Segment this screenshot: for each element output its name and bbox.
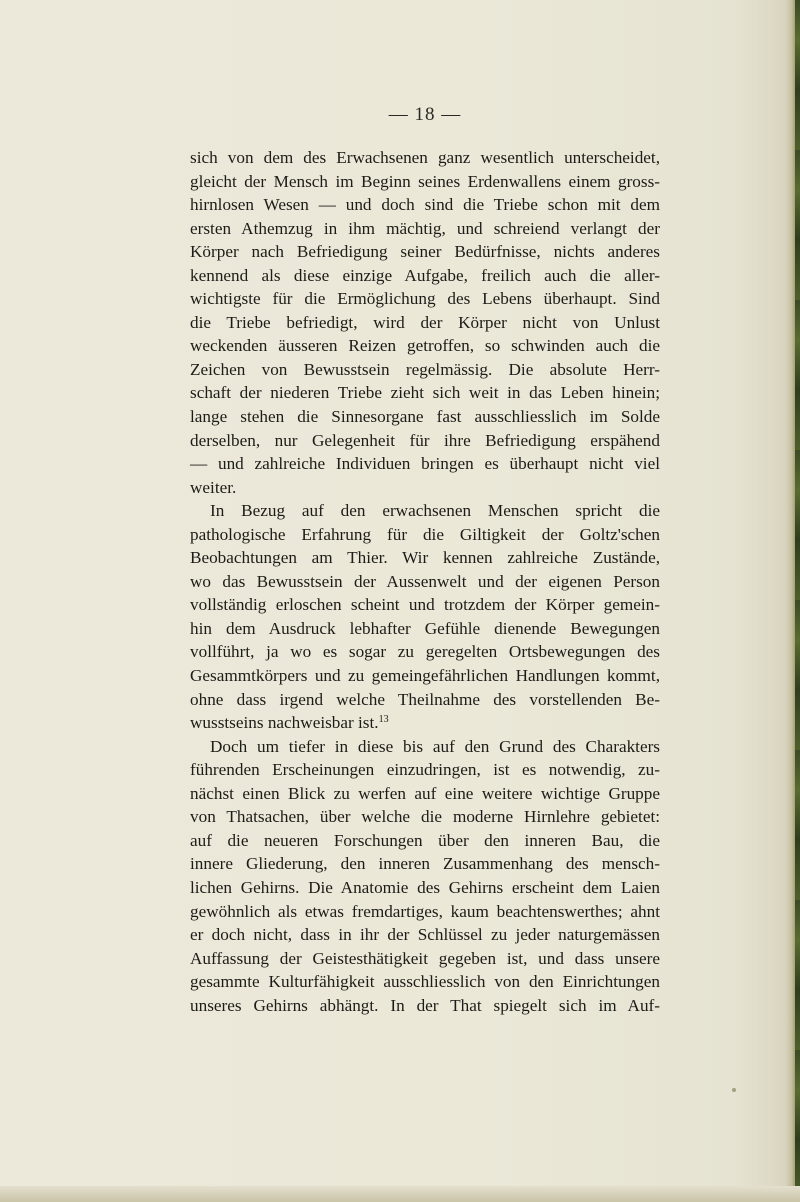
text-line: schaft der niederen Triebe zieht sich weit in das Leben hinein; (190, 383, 660, 403)
text-line: auf die neueren Forschungen über den inneren Bau, die (190, 830, 660, 850)
page-number: — 18 — (388, 104, 462, 125)
footnote-mark: 13 (378, 714, 389, 726)
text-line: wo das Bewusstsein der Aussenwelt und der eigenen Person (190, 571, 660, 591)
text-line: Körper nach Befriedigung seiner Bedürfnisse, nichts anderes (190, 242, 660, 262)
text-line: Zeichen von Bewusstsein regelmässig. Die absolute Herr- (190, 359, 660, 379)
text-line: hin dem Ausdruck lebhafter Gefühle dienende Bewegungen (190, 618, 660, 638)
page-edge-bottom (0, 1186, 800, 1202)
text-line: gleicht der Mensch im Beginn seines Erdenwallens einem gross- (190, 171, 660, 191)
page-edge-right (786, 0, 800, 1202)
text-line: von Thatsachen, über welche die moderne Hirnlehre gebietet: (190, 807, 660, 827)
text-line: er doch nicht, dass in ihr der Schlüssel zu jeder naturgemässen (190, 925, 660, 945)
text-line: hirnlosen Wesen — und doch sind die Triebe schon mit dem (190, 195, 660, 215)
paragraph-1 (190, 146, 660, 499)
text-line: — und zahlreiche Individuen bringen es überhaupt nicht viel (190, 454, 660, 474)
text-line: pathologische Erfahrung für die Giltigkeit der Goltz'schen (190, 524, 660, 544)
paragraph-3 (190, 735, 660, 1018)
text-line: lichen Gehirns. Die Anatomie des Gehirns erscheint dem Laien (190, 877, 660, 897)
text-line: wichtigste für die Ermöglichung des Lebens überhaupt. Sind (190, 289, 660, 309)
text-line: nächst einen Blick zu werfen auf eine weitere wichtige Gruppe (190, 783, 660, 803)
text-line: sich von dem des Erwachsenen ganz wesentlich unterscheidet, (190, 148, 660, 167)
text-line: gewöhnlich als etwas fremdartiges, kaum beachtenswerthes; ahnt (190, 901, 660, 921)
text-line: kennend als diese einzige Aufgabe, freilich auch die aller- (190, 265, 660, 285)
text-line: Gesammtkörpers und zu gemeingefährlichen Handlungen kommt, (190, 666, 660, 686)
text-line: ohne dass irgend welche Theilnahme des vorstellenden Be- (190, 689, 660, 709)
text-line: derselben, nur Gelegenheit für ihre Befriedigung erspähend (190, 430, 660, 450)
text-line-with-footnote (190, 711, 660, 735)
text-line: lange stehen die Sinnesorgane fast ausschliesslich im Solde (190, 407, 660, 427)
text-line: innere Gliederung, den inneren Zusammenhang des mensch- (190, 854, 660, 874)
text-line: weiter. (190, 477, 237, 497)
text-line: führenden Erscheinungen einzudringen, ist es notwendig, zu- (190, 760, 660, 780)
text-line: ersten Athemzug in ihm mächtig, und schreiend verlangt der (190, 218, 660, 238)
body-text (190, 146, 660, 1017)
text-line: vollständig erloschen scheint und trotzdem der Körper gemein- (190, 595, 660, 615)
paper-speck (732, 1088, 736, 1092)
text-line: Auffassung der Geistesthätigkeit gegeben ist, und dass unsere (190, 948, 660, 968)
paragraph-2 (190, 499, 660, 734)
text-line: die Triebe befriedigt, wird der Körper nicht von Unlust (190, 312, 660, 332)
text-line: vollführt, ja wo es sogar zu geregelten Ortsbewegungen des (190, 642, 660, 662)
text-line: gesammte Kulturfähigkeit ausschliesslich von den Einrichtungen (190, 972, 660, 992)
text-line: Doch um tiefer in diese bis auf den Grund des Charakters (210, 736, 660, 756)
text-line: unseres Gehirns abhängt. In der That spiegelt sich im Auf- (190, 995, 660, 1015)
text-line: In Bezug auf den erwachsenen Menschen spricht die (210, 501, 660, 521)
text-line: Beobachtungen am Thier. Wir kennen zahlreiche Zustände, (190, 548, 660, 568)
text-line: weckenden äusseren Reizen getroffen, so schwinden auch die (190, 336, 660, 356)
text-line: wusstseins nachweisbar ist. (190, 713, 379, 733)
